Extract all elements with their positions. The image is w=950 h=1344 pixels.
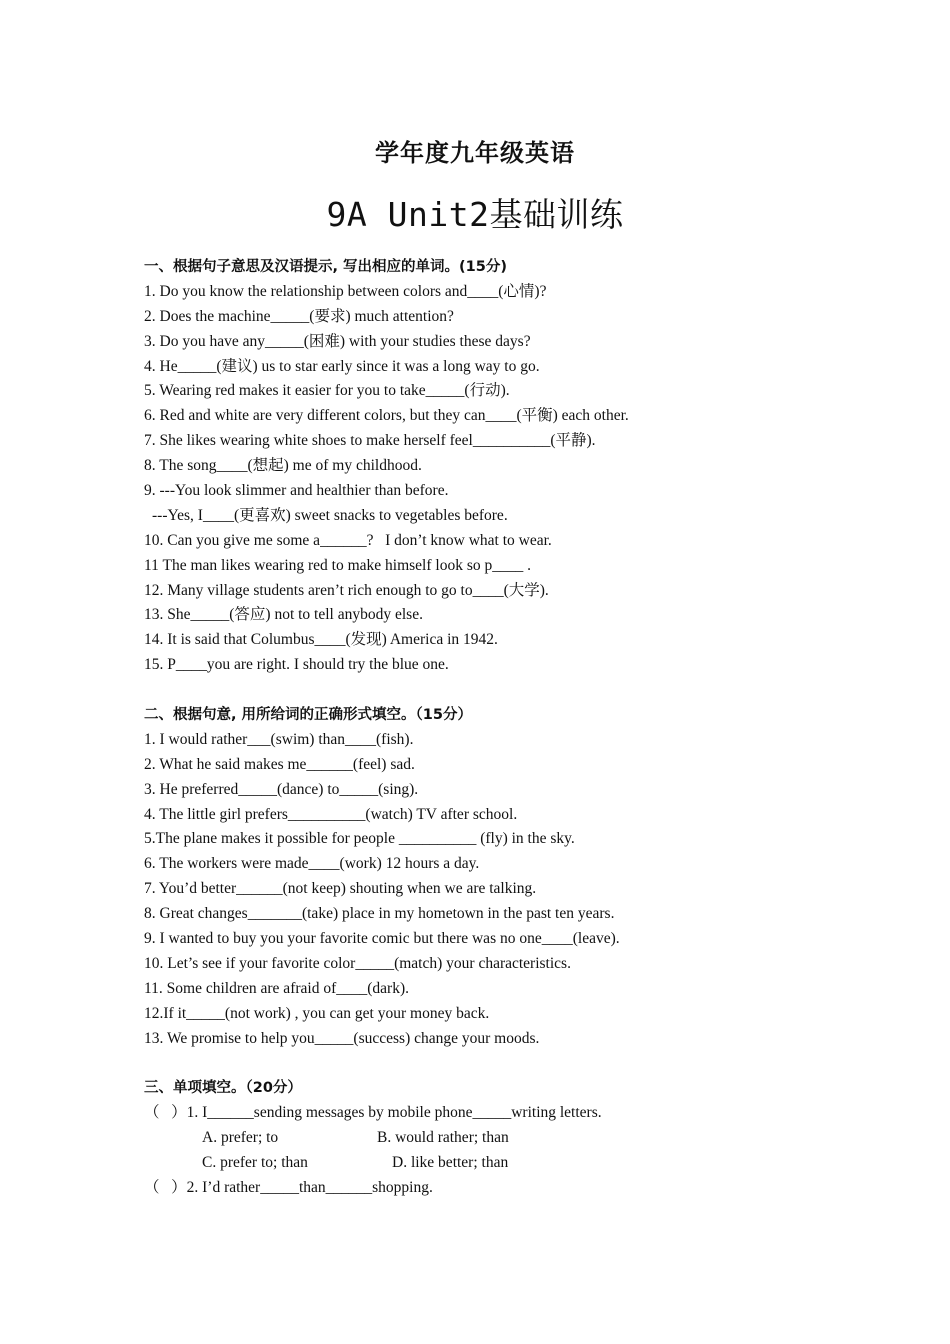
section3-heading: 三、单项填空。（20分） <box>144 1080 302 1097</box>
question-item: 6. The workers were made____(work) 12 hours a day. <box>144 855 480 873</box>
question-item: 1. I would rather___(swim) than____(fish). <box>144 730 414 748</box>
question-item: 10. Let’s see if your favorite color_____(match) your characteristics. <box>144 954 571 972</box>
spacer <box>144 1052 864 1077</box>
question-item: 13. We promise to help you_____(success) change your moods. <box>144 1029 540 1047</box>
question-item: 15. P____you are right. I should try the blue one. <box>144 656 449 674</box>
question-item: 9. ---You look slimmer and healthier than before. <box>144 482 449 500</box>
spacer <box>144 678 864 703</box>
question-item: 5.The plane makes it possible for people __________ (fly) in the sky. <box>144 830 575 848</box>
question-item: 6. Red and white are very different colors, but they can____(平衡) each other. <box>144 407 629 425</box>
question-item: 12.If it_____(not work) , you can get your money back. <box>144 1004 490 1022</box>
question-item: 2. Does the machine_____(要求) much attention? <box>144 307 454 325</box>
question-item: ---Yes, I____(更喜欢) sweet snacks to vegetables before. <box>152 506 508 524</box>
page-title-line2: 9A Unit2基础训练 <box>326 195 624 234</box>
question-item: 7. She likes wearing white shoes to make herself feel__________(平静). <box>144 432 596 450</box>
question-item: （ ）2. I’d rather_____than______shopping. <box>144 1178 433 1196</box>
question-item: 8. Great changes_______(take) place in my hometown in the past ten years. <box>144 905 615 923</box>
question-item: 9. I wanted to buy you your favorite comic but there was no one____(leave). <box>144 930 620 948</box>
question-item: 3. He preferred_____(dance) to_____(sing). <box>144 780 419 798</box>
option-d: D. like better; than <box>392 1154 509 1172</box>
document-body <box>144 255 864 1201</box>
question-item: 14. It is said that Columbus____(发现) America in 1942. <box>144 631 498 649</box>
question-item: 4. The little girl prefers__________(watch) TV after school. <box>144 805 518 823</box>
section1-heading: 一、根据句子意思及汉语提示, 写出相应的单词。(15分) <box>144 259 507 275</box>
question-item: 10. Can you give me some a______? I don’t know what to wear. <box>144 531 552 549</box>
question-item: 7. You’d better______(not keep) shouting when we are talking. <box>144 880 537 898</box>
question-item: 12. Many village students aren’t rich enough to go to____(大学). <box>144 581 549 599</box>
option-c: C. prefer to; than <box>202 1154 308 1172</box>
option-a: A. prefer; to <box>202 1129 279 1147</box>
question-item: 11. Some children are afraid of____(dark). <box>144 979 409 997</box>
question-item: 5. Wearing red makes it easier for you to take_____(行动). <box>144 382 510 400</box>
page-title-line1: 学年度九年级英语 <box>375 139 575 167</box>
answer-options-row <box>144 1126 864 1151</box>
section2-heading: 二、根据句意, 用所给词的正确形式填空。（15分） <box>144 707 472 724</box>
question-item: 1. Do you know the relationship between colors and____(心情)? <box>144 282 547 300</box>
question-item: 2. What he said makes me______(feel) sad. <box>144 755 415 773</box>
option-b: B. would rather; than <box>377 1129 509 1147</box>
question-item: 11 The man likes wearing red to make himself look so p____ . <box>144 556 531 574</box>
question-item: 8. The song____(想起) me of my childhood. <box>144 457 422 475</box>
answer-options-row <box>144 1151 864 1176</box>
question-item: 13. She_____(答应) not to tell anybody else. <box>144 606 423 624</box>
question-item: （ ）1. I______sending messages by mobile phone_____writing letters. <box>144 1104 602 1122</box>
question-item: 3. Do you have any_____(困难) with your studies these days? <box>144 332 531 350</box>
question-item: 4. He_____(建议) us to star early since it was a long way to go. <box>144 357 540 375</box>
